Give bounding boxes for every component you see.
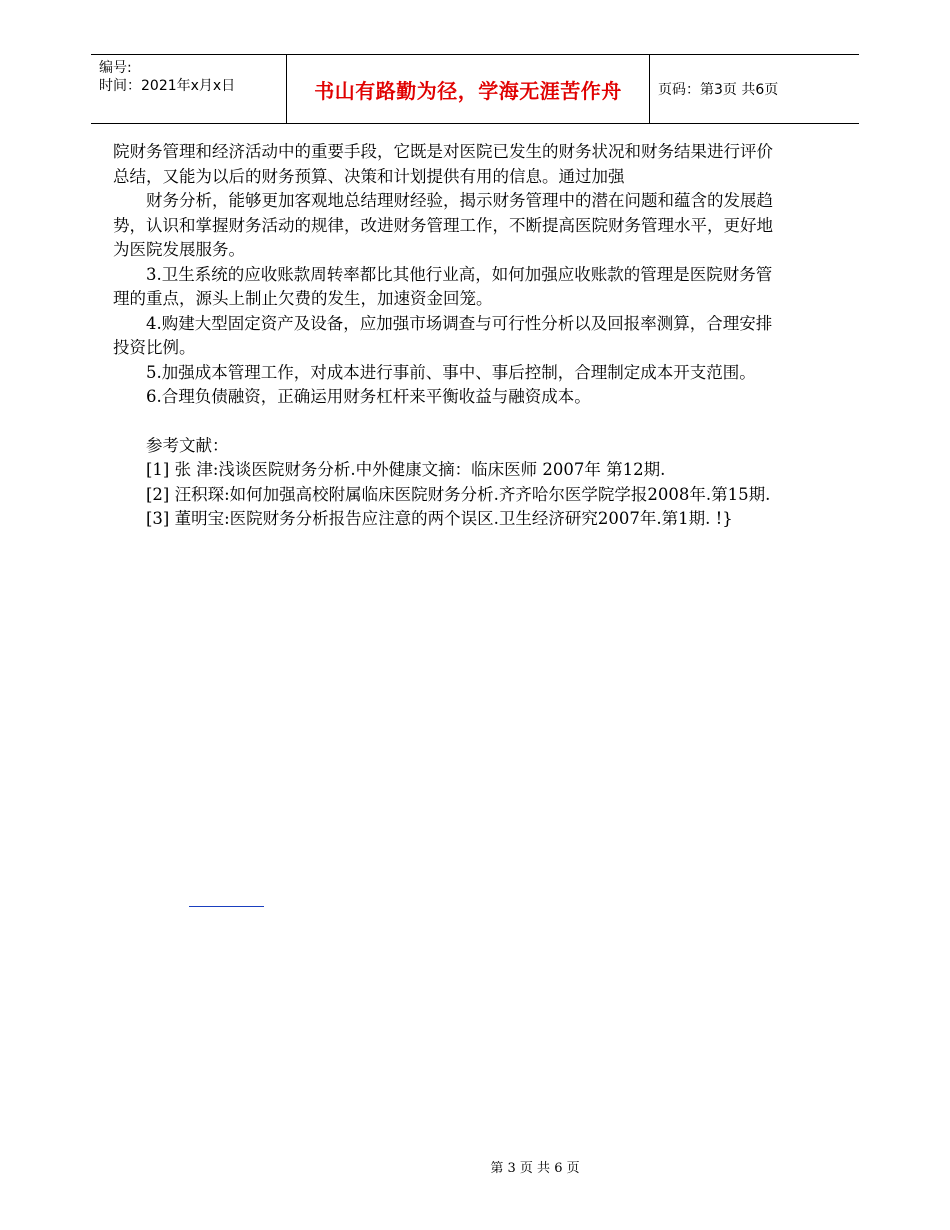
header-motto: 书山有路勤为径，学海无涯苦作舟: [286, 55, 650, 123]
document-header: [91, 54, 859, 124]
header-page-info: 页码：第3页 共6页: [658, 82, 779, 98]
references-title: 参考文献：: [146, 435, 229, 455]
reference-item-2: [2] 汪积琛:如何加强高校附属临床医院财务分析.齐齐哈尔医学院学报2008年.第15期.: [146, 484, 771, 504]
header-meta: [91, 55, 286, 123]
reference-item-1: [1] 张 津:浅谈医院财务分析.中外健康文摘：临床医师 2007年 第12期.: [146, 460, 666, 479]
hyperlink-underline[interactable]: [189, 906, 264, 907]
page-footer: 第 3 页 共 6 页: [490, 1161, 580, 1176]
time-label: 时间：2021年x月x日: [99, 78, 236, 94]
paragraph-financial-analysis: 财务分析，能够更加客观地总结理财经验，揭示财务管理中的潜在问题和蕴含的发展趋势，认识和掌握财务活动的规律，改进财务管理工作，不断提高医院财务管理水平，更好地为医院发展服务。: [113, 191, 773, 259]
paragraph-continuation: 院财务管理和经济活动中的重要手段，它既是对医院已发生的财务状况和财务结果进行评价总结，又能为以后的财务预算、决策和计划提供有用的信息。通过加强: [113, 142, 773, 186]
paragraph-item-5: 5.加强成本管理工作，对成本进行事前、事中、事后控制，合理制定成本开支范围。: [146, 362, 756, 382]
paragraph-item-3: 3.卫生系统的应收账款周转率都比其他行业高，如何加强应收账款的管理是医院财务管理的重点，源头上制止欠费的发生，加速资金回笼。: [113, 264, 773, 308]
paragraph-item-4: 4.购建大型固定资产及设备，应加强市场调查与可行性分析以及回报率测算，合理安排投资比例。: [113, 313, 773, 357]
spacer: [113, 410, 773, 434]
reference-item-3: [3] 董明宝:医院财务分析报告应注意的两个误区.卫生经济研究2007年.第1期. !}: [146, 509, 733, 528]
paragraph-item-6: 6.合理负债融资，正确运用财务杠杆来平衡收益与融资成本。: [146, 387, 591, 406]
number-label: 编号:: [99, 60, 132, 76]
document-body: [113, 140, 773, 532]
